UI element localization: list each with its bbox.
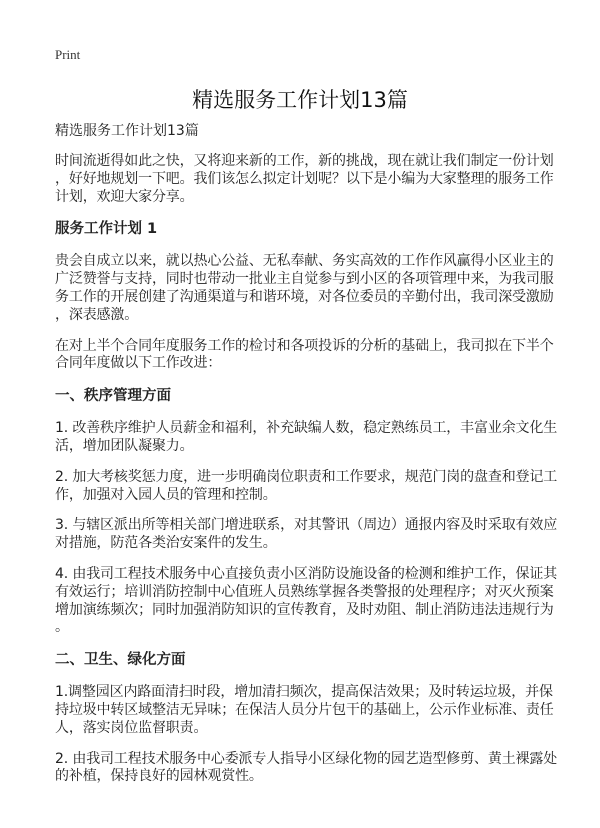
page-title: 精选服务工作计划13篇 [192,88,408,112]
document-body [55,122,558,799]
text-line: 务工作的开展创建了沟通渠道与和谐环境，对各位委员的辛勤付出，我司深受激励 [55,288,554,305]
text-line: 合同年度做以下工作改进： [55,355,222,372]
list-item [55,517,558,553]
subsection-heading: 一、秩序管理方面 [55,388,171,405]
text-line: 作，加强对入园人员的管理和控制。 [55,486,277,503]
text-line: 增加演练频次；同时加强消防知识的宣传教育，及时劝阻、制止消防违法违规行为 [55,601,554,618]
list-item [55,420,558,456]
list-item [55,565,558,637]
document-subtitle: 精选服务工作计划13篇 [55,123,199,139]
list-item [55,684,555,737]
intro-paragraph [55,153,555,206]
text-line: 。 [55,619,69,636]
text-line: 对措施，防范各类治安案件的发生。 [55,535,277,552]
list-item [55,750,558,787]
text-line: 广泛赞誉与支持，同时也带动一批业主自觉参与到小区的各项管理中来，为我司服 [55,271,554,288]
text-line: 2. 由我司工程技术服务中心委派专人指导小区绿化物的园艺造型修剪、黄土裸露处 [55,750,558,767]
section-heading: 服务工作计划 1 [55,221,158,238]
text-line: 持垃圾中转区域整洁无异味；在保洁人员分片包干的基础上，公示作业标准、责任 [55,701,554,718]
list-item [55,468,558,505]
paragraph [55,253,555,324]
text-line: 在对上半个合同年度服务工作的检讨和各项投诉的分析的基础上，我司拟在下半个 [55,337,554,354]
paragraph [55,338,555,374]
text-line: 4. 由我司工程技术服务中心直接负责小区消防设施设备的检测和维护工作，保证其 [55,565,558,582]
text-line: 人，落实岗位监督职责。 [55,719,208,736]
text-line: 时间流逝得如此之快，又将迎来新的工作，新的挑战，现在就让我们制定一份计划 [55,153,554,169]
text-line: 活，增加团队凝聚力。 [55,437,194,454]
text-line: 的补植，保持良好的园林观赏性。 [55,768,263,785]
text-line: 计划，欢迎大家分享。 [55,188,194,205]
text-line: 2. 加大考核奖惩力度，进一步明确岗位职责和工作要求，规范门岗的盘查和登记工 [55,468,558,485]
text-line: ，深表感激。 [55,306,139,323]
text-line: 贵会自成立以来，就以热心公益、无私奉献、务实高效的工作作风赢得小区业主的 [55,253,554,270]
print-link[interactable]: Print [55,47,81,62]
text-line: 1.调整园区内路面清扫时段，增加清扫频次，提高保洁效果；及时转运垃圾，并保 [55,684,553,701]
text-line: 1. 改善秩序维护人员薪金和福利，补充缺编人数，稳定熟练员工，丰富业余文化生 [55,420,558,437]
subsection-heading: 二、卫生、绿化方面 [55,652,186,669]
text-line: ，好好地规划一下吧。我们该怎么拟定计划呢？以下是小编为大家整理的服务工作 [55,170,554,187]
text-line: 有效运行；培训消防控制中心值班人员熟练掌握各类警报的处理程序；对灭火预案 [55,583,554,600]
text-line: 3. 与辖区派出所等相关部门增进联系，对其警讯（周边）通报内容及时采取有效应 [55,517,558,534]
